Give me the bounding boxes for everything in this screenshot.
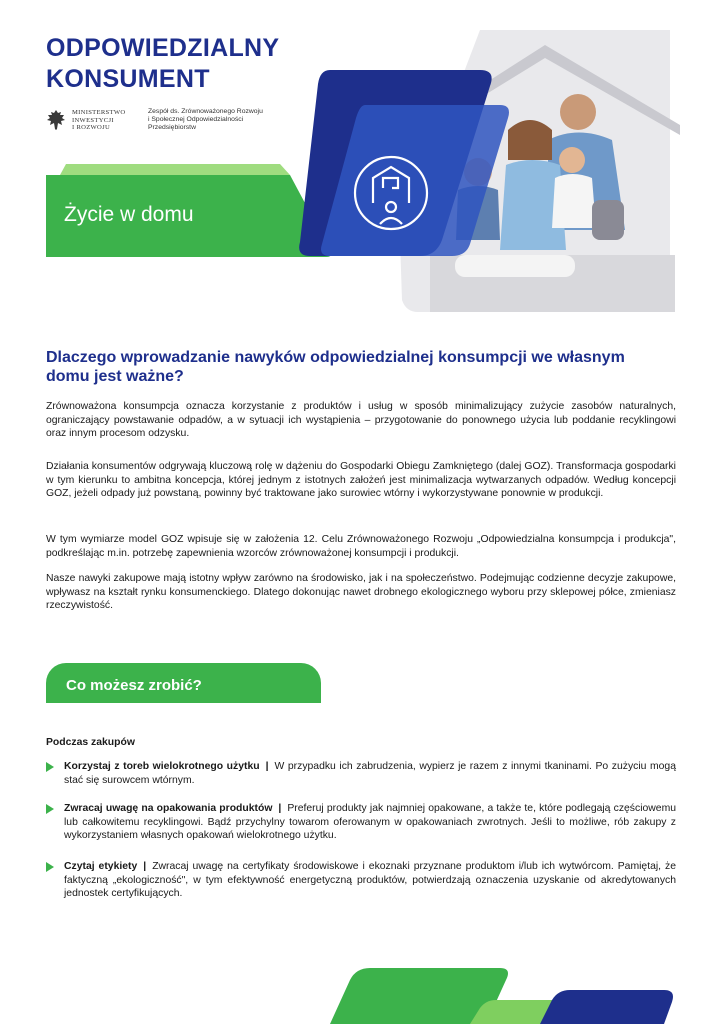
list-item-body: Zwracaj uwagę na certyfikaty środowiskowe i ekoznaki przyznane produktom i/lub ich wytwórcom. Pamiętaj, że faktyczną „ekologiczność", w tym efektywność energetyczną produktów, potwierdzają oznaczenia uzyskanie od akredytowanych jednostek certyfikujących. — [64, 861, 676, 900]
paragraph-1: Zrównoważona konsumpcja oznacza korzystanie z produktów i usług w sposób minimalizujący zużycie zasobów naturalnych, ograniczający powstawanie odpadów, a w sytuacji ich wystąpienia – przygotowanie do ponownego użycia lub poddanie recyklingowi oraz innym procesom odzysku. — [46, 401, 676, 440]
team-line-1: Zespół ds. Zrównoważonego Rozwoju — [148, 108, 263, 115]
list-item-title: Korzystaj z toreb wielokrotnego użytku — [64, 761, 260, 772]
paragraph-4: Nasze nawyki zakupowe mają istotny wpływ zarówno na środowisko, jak i na społeczeństwo. Podejmując codzienne decyzje zakupowe, wpływasz na kształt rynku konsumenckiego. Dlatego dokonując nawet drobnego ekologicznego wyboru przy sklepowej półce, zmieniasz rzeczywistość. — [46, 573, 676, 612]
separator: | — [278, 803, 282, 814]
separator: | — [265, 761, 269, 772]
separator: | — [143, 861, 147, 872]
paragraph-2: Działania konsumentów odgrywają kluczową rolę w dążeniu do Gospodarki Obiegu Zamkniętego (dalej GOZ). Transformacja gospodarki w tym kierunku to ambitna koncepcja, której jednym z istotnych założeń jest minimalizacja wytwarzanych odpadów. Według koncepcji GOZ, jeżeli odpady już powstaną, powinny być traktowane jako surowiec wtórny i wykorzystywane ponownie w produkcji. — [46, 461, 676, 500]
actions-heading: Co możesz zrobić? — [66, 677, 202, 694]
section-life-at-home: Życie w domu — [64, 203, 194, 226]
ministry-line-3: I ROZWOJU — [72, 124, 111, 132]
list-item-text — [64, 760, 676, 787]
shopping-subheading: Podczas zakupów — [46, 737, 135, 748]
bullet-arrow-icon — [46, 862, 54, 872]
list-item-title: Zwracaj uwagę na opakowania produktów — [64, 803, 273, 814]
light-green-strip — [60, 164, 290, 175]
list-item — [46, 802, 676, 843]
team-line-2: i Społecznej Odpowiedzialności — [148, 115, 244, 123]
footer-navy-shape — [540, 990, 673, 1024]
list-item-body: Preferuj produkty jak najmniej opakowane, a także te, które podlegają częściowemu lub całkowitemu recyklingowi. Bądź przychylny towarom oferowanym w opakowaniach zwrotnych. Jeśli to możliwe, rób zakupy z wykorzystaniem własnych opakowań wielokrotnego użytku. — [64, 803, 676, 842]
team-line-3: Przedsiębiorstw — [148, 123, 196, 131]
list-item-text — [64, 802, 676, 843]
footer-graphic — [0, 960, 717, 1024]
bullet-arrow-icon — [46, 804, 54, 814]
title-line-2: KONSUMENT — [46, 65, 210, 93]
bullet-arrow-icon — [46, 762, 54, 772]
list-item — [46, 860, 676, 901]
paragraph-3: W tym wymiarze model GOZ wpisuje się w założenia 12. Celu Zrównoważonego Rozwoju „Odpowiedzialna konsumpcja i produkcja", podkreślając m.in. potrzebę zapewnienia wzorców zrównoważonej konsumpcji i produkcji. — [46, 534, 676, 559]
intro-heading: Dlaczego wprowadzanie nawyków odpowiedzialnej konsumpcji we własnym domu jest ważne? — [46, 349, 625, 385]
list-item — [46, 760, 676, 787]
list-item-body: W przypadku ich zabrudzenia, wypierz je razem z innymi tkaninami. Po zużyciu mogą stać się surowcem wtórnym. — [64, 761, 676, 786]
list-item-title: Czytaj etykiety — [64, 861, 138, 872]
hero-graphic — [0, 0, 717, 330]
ministry-line-1: MINISTERSTWO — [72, 109, 126, 116]
list-item-text — [64, 860, 676, 901]
ministry-line-2: INWESTYCJI — [72, 116, 114, 124]
title-line-1: ODPOWIEDZIALNY — [46, 34, 280, 62]
